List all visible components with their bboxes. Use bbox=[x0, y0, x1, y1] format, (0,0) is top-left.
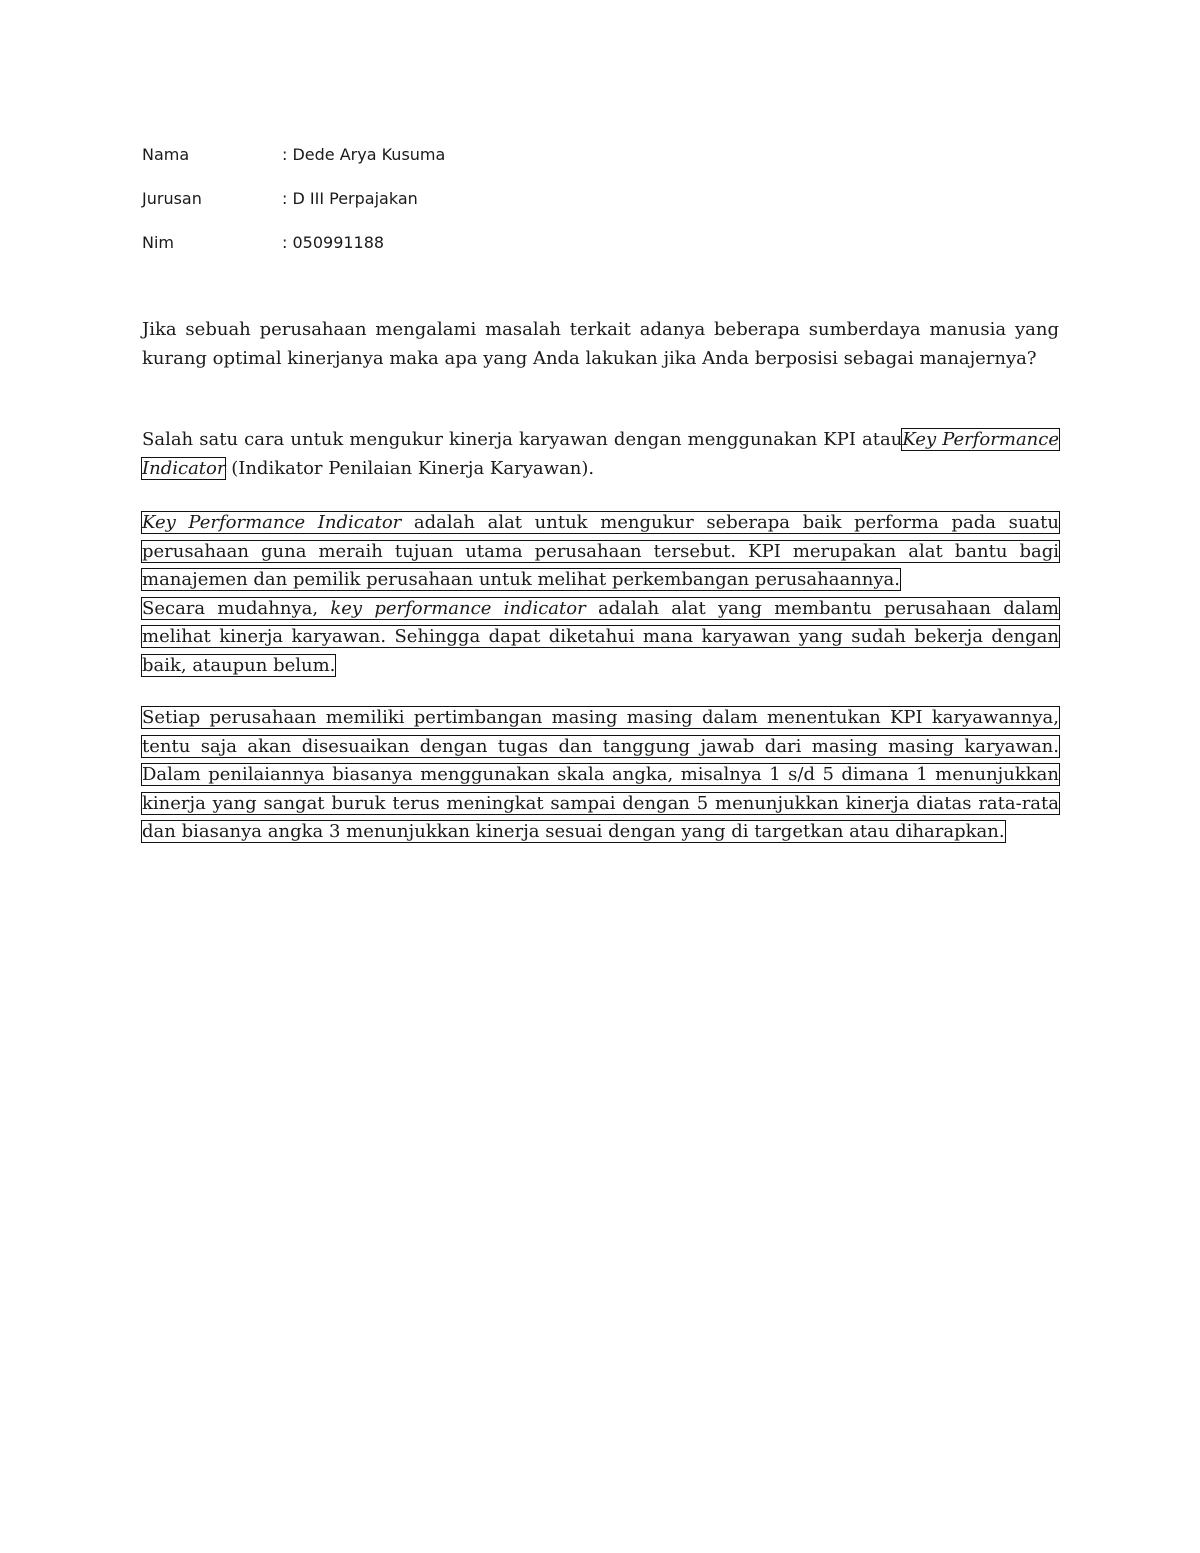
answer2-sentence-1: adalah alat untuk mengukur seberapa baik performa pada suatu perusahaan guna meraih tujuan utama perusahaan tersebut. KPI merupakan alat bantu bagi manajemen dan pemilik perusahaan untuk melihat perkembangan perusahaannya. bbox=[142, 512, 1059, 590]
answer2-term: Key Performance Indicator bbox=[142, 512, 402, 533]
answer2-lead-2: Secara mudahnya, bbox=[142, 597, 319, 619]
answer1-text-before: Salah satu cara untuk mengukur kinerja karyawan dengan menggunakan KPI atau bbox=[142, 429, 903, 450]
answer1-text-after: (Indikator Penilaian Kinerja Karyawan). bbox=[225, 457, 595, 479]
name-label: Nama bbox=[142, 145, 190, 164]
answer1-term: Key Performance Indicator bbox=[142, 429, 1060, 479]
major-value: : D III Perpajakan bbox=[282, 189, 418, 208]
answer-paragraph-1 bbox=[142, 426, 1059, 483]
name-value: : Dede Arya Kusuma bbox=[282, 145, 446, 164]
question-paragraph: Jika sebuah perusahaan mengalami masalah terkait adanya beberapa sumberdaya manusia yang kurang optimal kinerjanya maka apa yang Anda lakukan jika Anda berposisi sebagai manajernya? bbox=[142, 319, 1059, 369]
student-major-row bbox=[142, 186, 742, 212]
answer2-block-1 bbox=[142, 512, 1059, 590]
answer-paragraph-3 bbox=[142, 704, 1059, 847]
major-label: Jurusan bbox=[142, 189, 202, 208]
answer-paragraph-2 bbox=[142, 509, 1059, 680]
answer2-sentence-2: adalah alat yang membantu perusahaan dalam melihat kinerja karyawan. Sehingga dapat diketahui mana karyawan yang sudah bekerja dengan baik, ataupun belum. bbox=[142, 597, 1059, 676]
student-nim-row bbox=[142, 230, 742, 256]
answer3-text: Setiap perusahaan memiliki pertimbangan masing masing dalam menentukan KPI karyawannya, tentu saja akan disesuaikan dengan tugas dan tanggung jawab dari masing masing karyawan. Dalam penilaiannya biasanya menggunakan skala angka, misalnya 1 s/d 5 dimana 1 menunjukkan kinerja yang sangat buruk terus meningkat sampai dengan 5 menunjukkan kinerja diatas rata-rata dan biasanya angka 3 menunjukkan kinerja sesuai dengan yang di targetkan atau diharapkan. bbox=[142, 707, 1059, 842]
student-name-row bbox=[142, 142, 742, 168]
answer2-term-2: key performance indicator bbox=[330, 597, 586, 619]
answer2-block-2 bbox=[142, 598, 1059, 676]
nim-value: : 050991188 bbox=[282, 233, 385, 252]
nim-label: Nim bbox=[142, 233, 174, 252]
